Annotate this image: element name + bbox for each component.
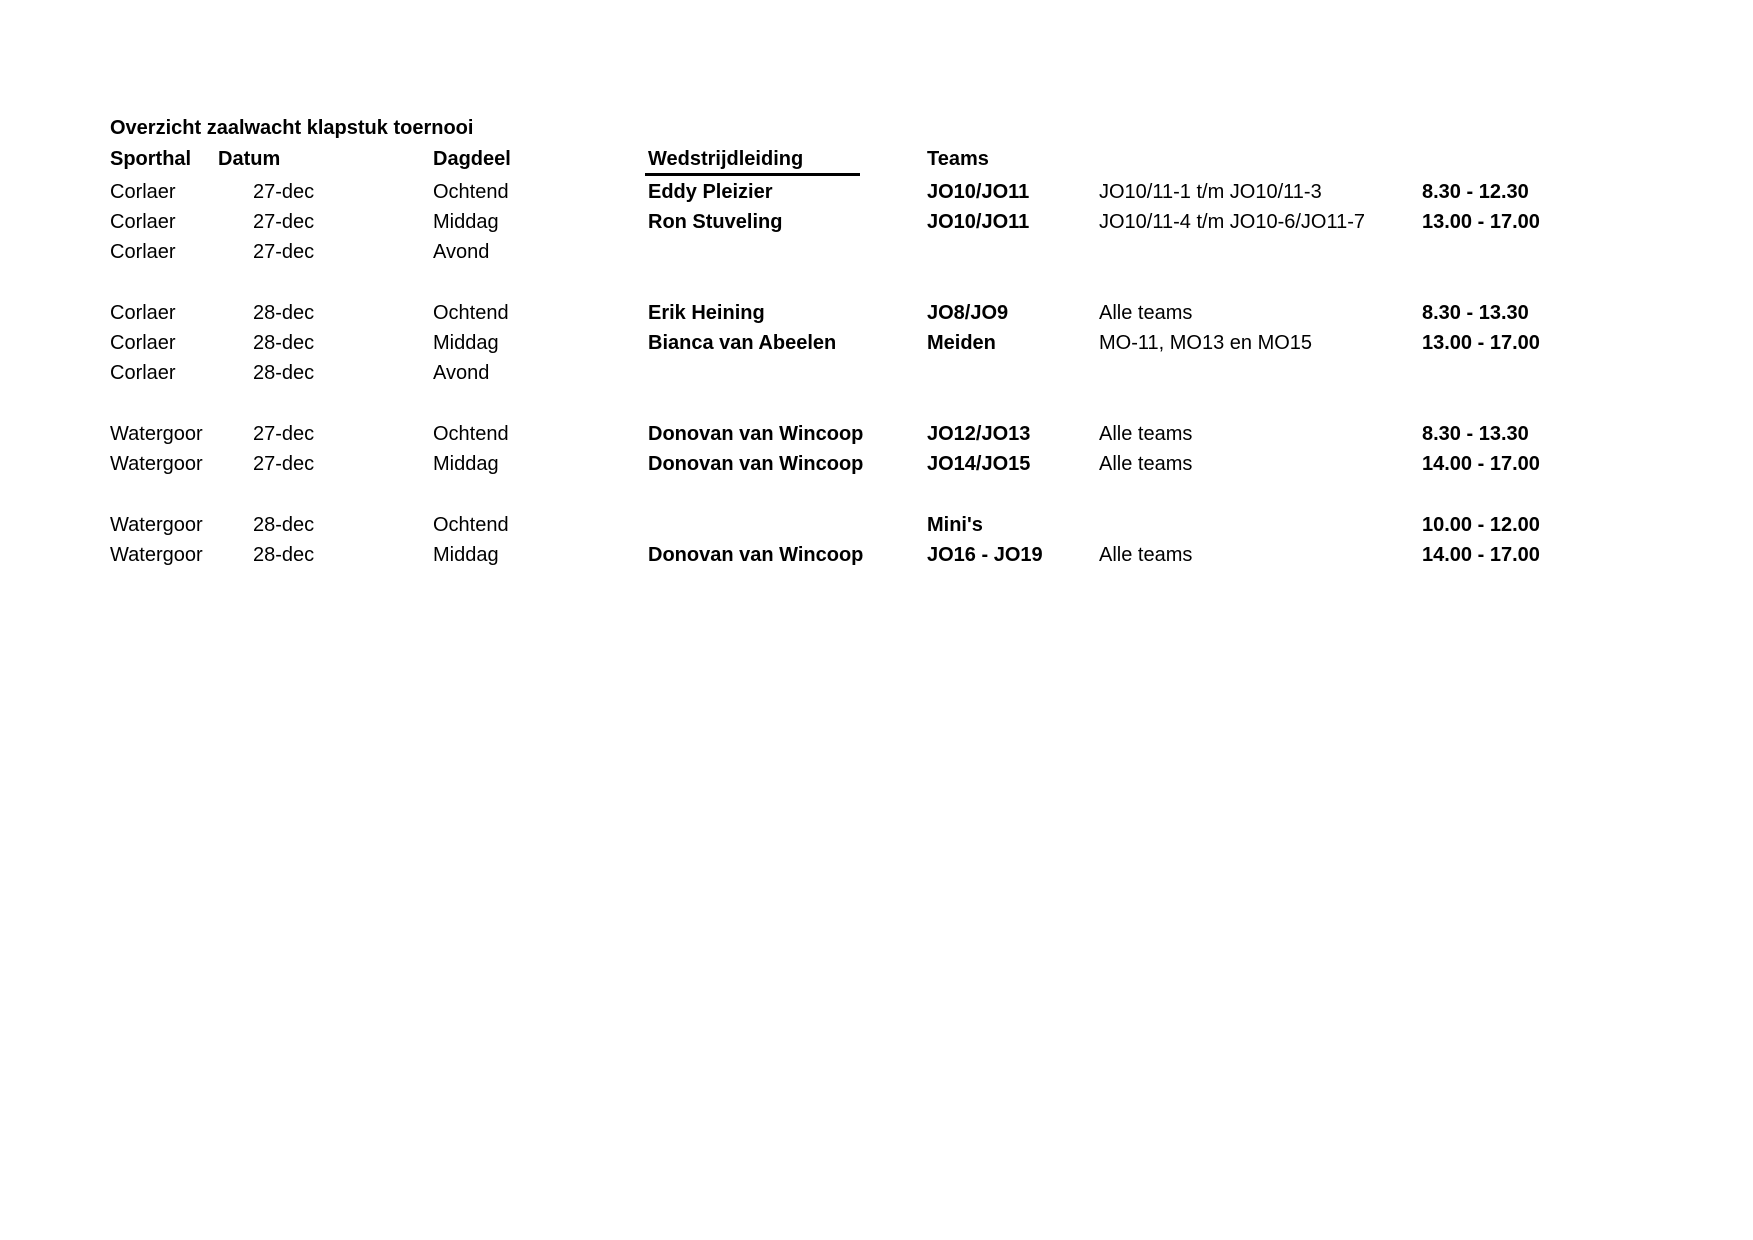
- cell-datum: 28-dec: [253, 332, 315, 354]
- cell-datum: 28-dec: [253, 544, 315, 566]
- cell-dagdeel: Ochtend: [433, 514, 509, 536]
- cell-datum: 27-dec: [253, 453, 315, 475]
- cell-wedstrijdleiding: Eddy Pleizier: [648, 181, 773, 203]
- cell-tijd: 10.00 - 12.00: [1422, 514, 1540, 536]
- cell-wedstrijdleiding: Ron Stuveling: [648, 211, 783, 233]
- cell-tijd: 14.00 - 17.00: [1422, 544, 1540, 566]
- cell-dagdeel: Avond: [433, 362, 490, 384]
- cell-datum: 28-dec: [253, 362, 315, 384]
- cell-datum: 27-dec: [253, 241, 315, 263]
- cell-wedstrijdleiding: Donovan van Wincoop: [648, 544, 864, 566]
- cell-sporthal: Watergoor: [110, 423, 203, 445]
- cell-team-detail: MO-11, MO13 en MO15: [1099, 332, 1313, 354]
- cell-team-detail: Alle teams: [1099, 453, 1193, 475]
- cell-sporthal: Watergoor: [110, 544, 203, 566]
- cell-dagdeel: Middag: [433, 453, 499, 475]
- cell-dagdeel: Middag: [433, 544, 499, 566]
- cell-dagdeel: Avond: [433, 241, 490, 263]
- header-wedstrijdleiding: Wedstrijdleiding: [648, 148, 804, 170]
- cell-team: Mini's: [927, 514, 983, 536]
- cell-sporthal: Corlaer: [110, 302, 176, 324]
- cell-sporthal: Corlaer: [110, 332, 176, 354]
- cell-team: JO8/JO9: [927, 302, 1009, 324]
- cell-tijd: 8.30 - 13.30: [1422, 423, 1529, 445]
- cell-datum: 28-dec: [253, 514, 315, 536]
- cell-datum: 27-dec: [253, 423, 315, 445]
- cell-sporthal: Corlaer: [110, 211, 176, 233]
- cell-datum: 27-dec: [253, 211, 315, 233]
- cell-wedstrijdleiding: Donovan van Wincoop: [648, 453, 864, 475]
- header-teams: Teams: [927, 148, 989, 170]
- cell-dagdeel: Ochtend: [433, 302, 509, 324]
- cell-sporthal: Corlaer: [110, 241, 176, 263]
- cell-sporthal: Watergoor: [110, 514, 203, 536]
- cell-wedstrijdleiding: Donovan van Wincoop: [648, 423, 864, 445]
- cell-team: JO10/JO11: [927, 181, 1030, 203]
- header-sporthal: Sporthal: [110, 148, 192, 170]
- header-underline: [645, 173, 860, 176]
- cell-team-detail: Alle teams: [1099, 302, 1193, 324]
- cell-team-detail: JO10/11-1 t/m JO10/11-3: [1099, 181, 1322, 203]
- cell-team: JO14/JO15: [927, 453, 1031, 475]
- cell-team: JO12/JO13: [927, 423, 1031, 445]
- cell-team-detail: Alle teams: [1099, 423, 1193, 445]
- cell-team-detail: JO10/11-4 t/m JO10-6/JO11-7: [1099, 211, 1366, 233]
- cell-sporthal: Corlaer: [110, 362, 176, 384]
- cell-tijd: 8.30 - 12.30: [1422, 181, 1529, 203]
- cell-dagdeel: Ochtend: [433, 423, 509, 445]
- cell-datum: 27-dec: [253, 181, 315, 203]
- page-title: Overzicht zaalwacht klapstuk toernooi: [110, 117, 474, 139]
- cell-team: JO16 - JO19: [927, 544, 1043, 566]
- cell-dagdeel: Middag: [433, 332, 499, 354]
- cell-tijd: 8.30 - 13.30: [1422, 302, 1529, 324]
- header-datum: Datum: [218, 148, 281, 170]
- cell-tijd: 13.00 - 17.00: [1422, 332, 1540, 354]
- cell-team: Meiden: [927, 332, 996, 354]
- cell-datum: 28-dec: [253, 302, 315, 324]
- cell-dagdeel: Ochtend: [433, 181, 509, 203]
- cell-wedstrijdleiding: Bianca van Abeelen: [648, 332, 837, 354]
- cell-team-detail: Alle teams: [1099, 544, 1193, 566]
- cell-sporthal: Corlaer: [110, 181, 176, 203]
- header-dagdeel: Dagdeel: [433, 148, 511, 170]
- cell-wedstrijdleiding: Erik Heining: [648, 302, 765, 324]
- cell-sporthal: Watergoor: [110, 453, 203, 475]
- cell-team: JO10/JO11: [927, 211, 1030, 233]
- cell-tijd: 14.00 - 17.00: [1422, 453, 1540, 475]
- cell-tijd: 13.00 - 17.00: [1422, 211, 1540, 233]
- cell-dagdeel: Middag: [433, 211, 499, 233]
